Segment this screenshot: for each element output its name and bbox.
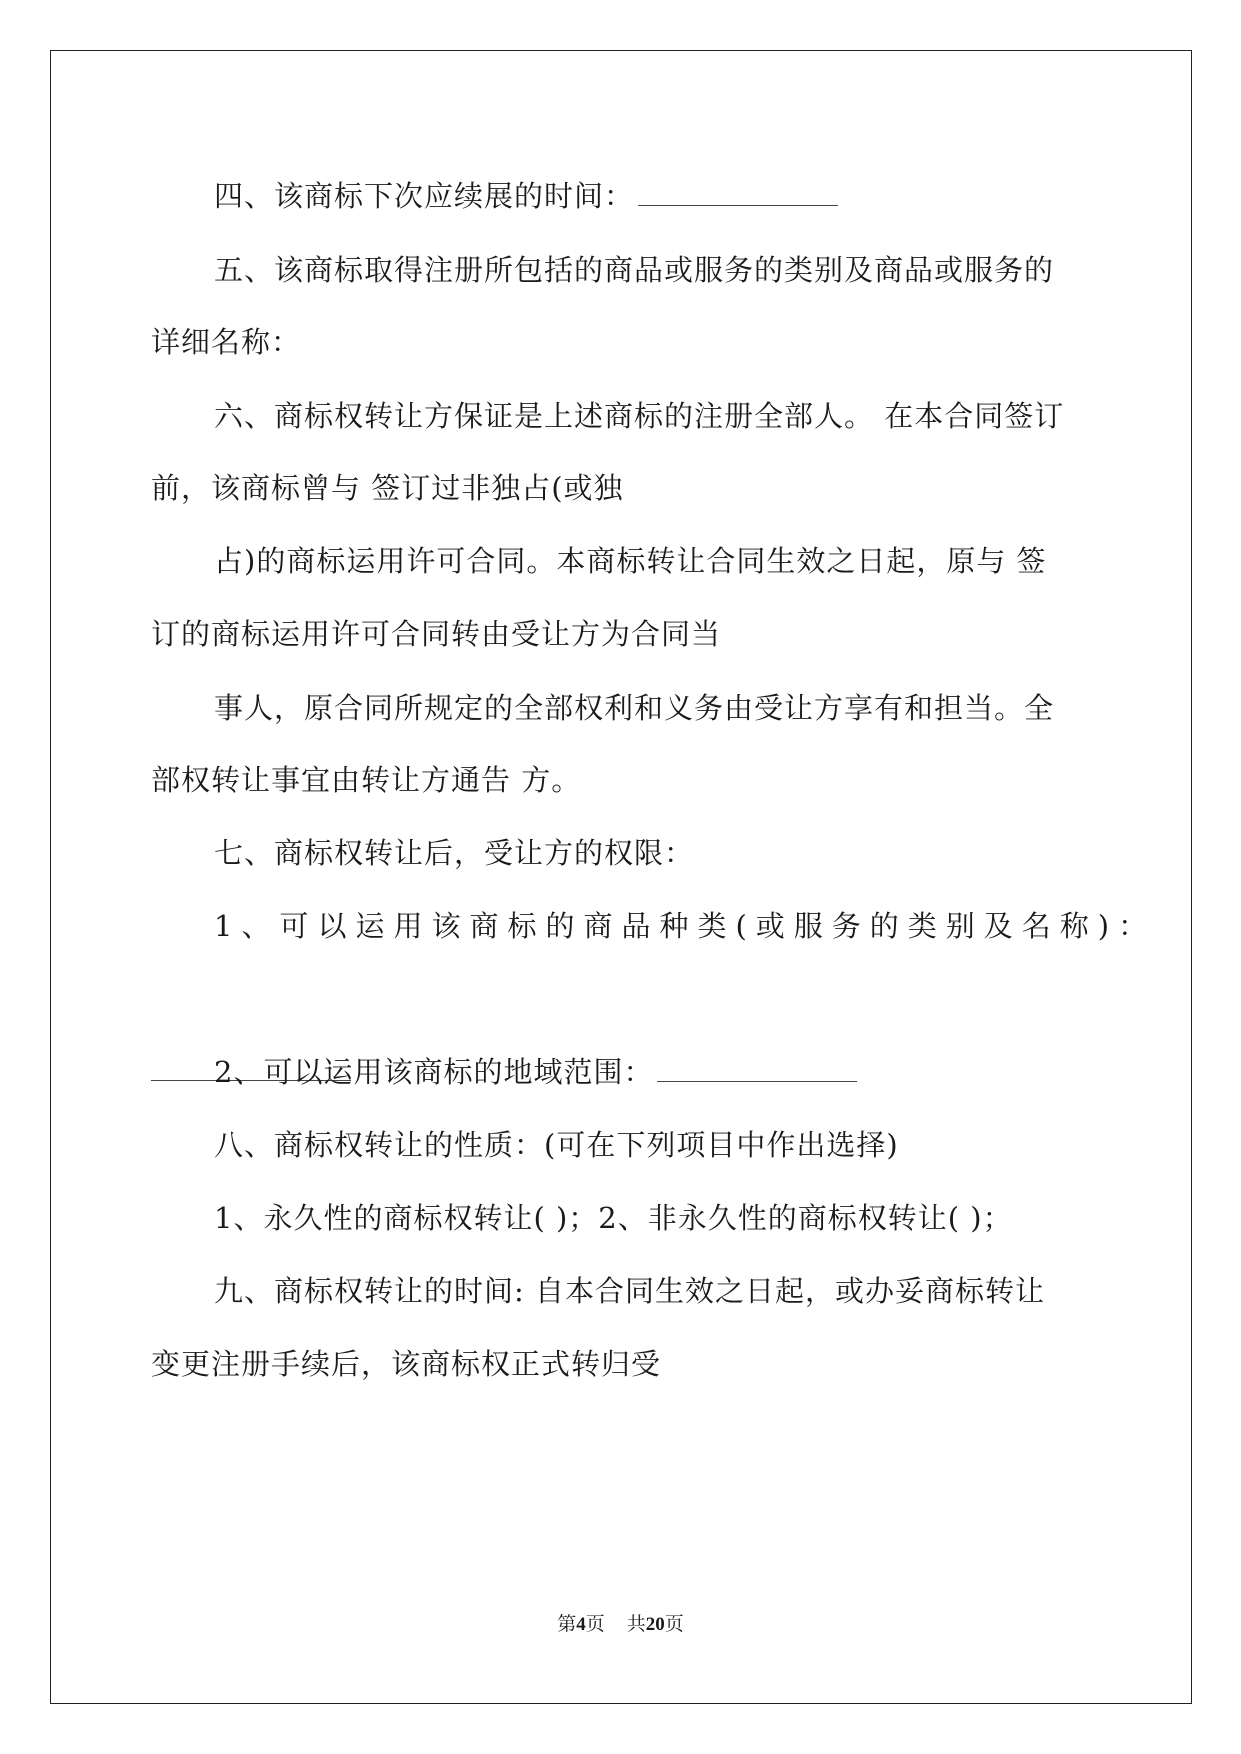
text-line: 占)的商标运用许可合同。本商标转让合同生效之日起，原与 签	[214, 544, 1047, 578]
text-line	[214, 176, 1154, 216]
text-line: 订的商标运用许可合同转由受让方为合同当	[151, 617, 722, 651]
footer-page-unit: 页	[585, 1614, 605, 1635]
text-line: 部权转让事宜由转让方通告 方。	[151, 763, 582, 797]
fill-in-blank[interactable]	[657, 1057, 857, 1082]
footer-prefix: 第	[557, 1614, 577, 1635]
total-page-number: 20	[645, 1614, 665, 1635]
text-line: 1、永久性的商标权转让( )；2、非永久性的商标权转让( )；	[214, 1201, 1013, 1235]
text-line: 变更注册手续后，该商标权正式转归受	[151, 1347, 662, 1381]
page-footer	[0, 1609, 1241, 1636]
footer-total-unit: 页	[664, 1614, 684, 1635]
text-line	[214, 1052, 1154, 1092]
current-page-number: 4	[576, 1614, 586, 1635]
text-line: 八、商标权转让的性质：(可在下列项目中作出选择)	[214, 1128, 899, 1162]
text-line: 详细名称：	[151, 325, 302, 359]
text-line: 七、商标权转让后，受让方的权限：	[214, 836, 695, 870]
text-line: 1、可以运用该商标的商品种类(或服务的类别及名称)：	[214, 909, 1157, 943]
text-line: 九、商标权转让的时间: 自本合同生效之日起，或办妥商标转让	[214, 1274, 1045, 1308]
text-line: 前，该商标曾与 签订过非独占(或独	[151, 471, 624, 505]
text-line: 事人，原合同所规定的全部权利和义务由受让方享有和担当。全	[214, 691, 1055, 725]
text-line: 六、商标权转让方保证是上述商标的注册全部人。 在本合同签订	[214, 399, 1065, 433]
line-text: 四、该商标下次应续展的时间：	[214, 179, 635, 213]
page-border	[50, 50, 1192, 1704]
line-text: 2、可以运用该商标的地域范围：	[214, 1055, 654, 1089]
text-line: 五、该商标取得注册所包括的商品或服务的类别及商品或服务的	[214, 253, 1055, 287]
footer-total-prefix: 共	[626, 1614, 646, 1635]
fill-in-blank[interactable]	[638, 181, 838, 206]
